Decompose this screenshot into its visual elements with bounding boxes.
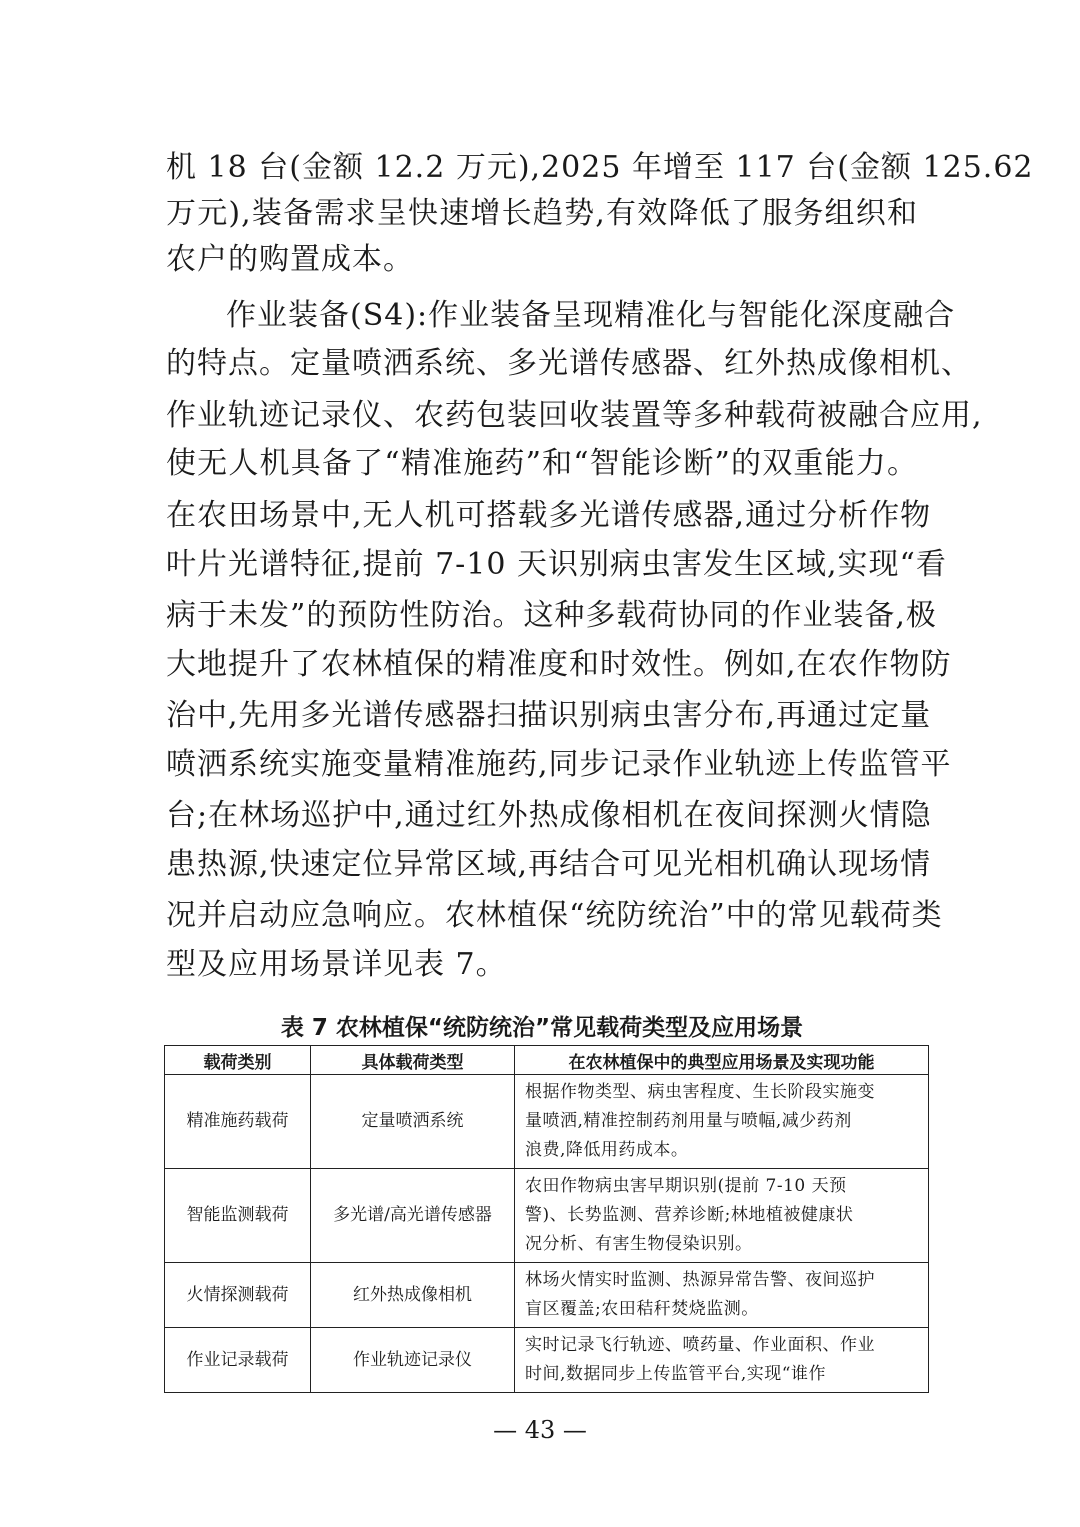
cell-description — [515, 1263, 929, 1328]
header-description: 在农林植保中的典型应用场景及实现功能 — [515, 1046, 929, 1075]
cell-description — [515, 1169, 929, 1263]
paragraph-2-line-2: 的特点。定量喷洒系统、多光谱传感器、红外热成像相机、 — [166, 346, 972, 381]
table-row — [165, 1263, 929, 1328]
paragraph-2-line-13: 况并启动应急响应。农林植保“统防统治”中的常见载荷类 — [166, 898, 943, 933]
paragraph-2-line-5: 在农田场景中,无人机可搭载多光谱传感器,通过分析作物 — [166, 498, 932, 533]
table-caption: 表 7 农林植保“统防统治”常见载荷类型及应用场景 — [280, 1015, 804, 1041]
cell-type: 作业轨迹记录仪 — [311, 1328, 515, 1393]
table-row — [165, 1075, 929, 1169]
description-line: 农田作物病虫害早期识别(提前 7-10 天预 — [525, 1176, 847, 1196]
description-line: 警)、长势监测、营养诊断;林地植被健康状 — [525, 1205, 854, 1225]
table-row — [165, 1169, 929, 1263]
paragraph-2-line-7: 病于未发”的预防性防治。这种多载荷协同的作业装备,极 — [166, 598, 937, 633]
cell-type: 定量喷洒系统 — [311, 1075, 515, 1169]
description-line: 况分析、有害生物侵染识别。 — [525, 1234, 753, 1254]
paragraph-2-line-9: 治中,先用多光谱传感器扫描识别病虫害分布,再通过定量 — [166, 698, 932, 733]
description-line: 量喷洒,精准控制药剂用量与喷幅,减少药剂 — [525, 1111, 852, 1131]
description-line: 根据作物类型、病虫害程度、生长阶段实施变 — [525, 1082, 875, 1102]
paragraph-1-line-1: 机 18 台(金额 12.2 万元),2025 年增至 117 台(金额 125.62 — [166, 150, 1034, 185]
description-line: 林场火情实时监测、热源异常告警、夜间巡护 — [525, 1270, 875, 1290]
description-line: 盲区覆盖;农田秸秆焚烧监测。 — [525, 1299, 759, 1319]
paragraph-2-line-12: 患热源,快速定位异常区域,再结合可见光相机确认现场情 — [166, 847, 932, 882]
header-category: 载荷类别 — [165, 1046, 311, 1075]
cell-category: 精准施药载荷 — [165, 1075, 311, 1169]
cell-type: 红外热成像相机 — [311, 1263, 515, 1328]
paragraph-2-line-4: 使无人机具备了“精准施药”和“智能诊断”的双重能力。 — [166, 446, 918, 481]
description-line: 时间,数据同步上传监管平台,实现“谁作 — [525, 1364, 826, 1384]
paragraph-1-line-2: 万元),装备需求呈快速增长趋势,有效降低了服务组织和 — [166, 196, 918, 231]
description-line: 浪费,降低用药成本。 — [525, 1140, 689, 1160]
paragraph-2-line-14: 型及应用场景详见表 7。 — [166, 947, 507, 982]
paragraph-2-line-3: 作业轨迹记录仪、农药包装回收装置等多种载荷被融合应用, — [166, 398, 983, 433]
paragraph-2-line-11: 台;在林场巡护中,通过红外热成像相机在夜间探测火情隐 — [166, 798, 932, 833]
cell-category: 作业记录载荷 — [165, 1328, 311, 1393]
cell-type: 多光谱/高光谱传感器 — [311, 1169, 515, 1263]
table-header-row — [165, 1046, 929, 1075]
table-row — [165, 1328, 929, 1393]
paragraph-2-line-8: 大地提升了农林植保的精准度和时效性。例如,在农作物防 — [166, 647, 952, 682]
page-number: — 43 — — [493, 1416, 587, 1444]
cell-description — [515, 1328, 929, 1393]
paragraph-2-line-10: 喷洒系统实施变量精准施药,同步记录作业轨迹上传监管平 — [166, 747, 952, 782]
cell-category: 智能监测载荷 — [165, 1169, 311, 1263]
payload-table — [164, 1045, 929, 1393]
paragraph-2-line-6: 叶片光谱特征,提前 7-10 天识别病虫害发生区域,实现“看 — [166, 547, 947, 582]
paragraph-1-line-3: 农户的购置成本。 — [166, 242, 414, 277]
cell-description — [515, 1075, 929, 1169]
paragraph-2-line-1: 作业装备(S4):作业装备呈现精准化与智能化深度融合 — [226, 298, 956, 333]
header-type: 具体载荷类型 — [311, 1046, 515, 1075]
description-line: 实时记录飞行轨迹、喷药量、作业面积、作业 — [525, 1335, 875, 1355]
cell-category: 火情探测载荷 — [165, 1263, 311, 1328]
